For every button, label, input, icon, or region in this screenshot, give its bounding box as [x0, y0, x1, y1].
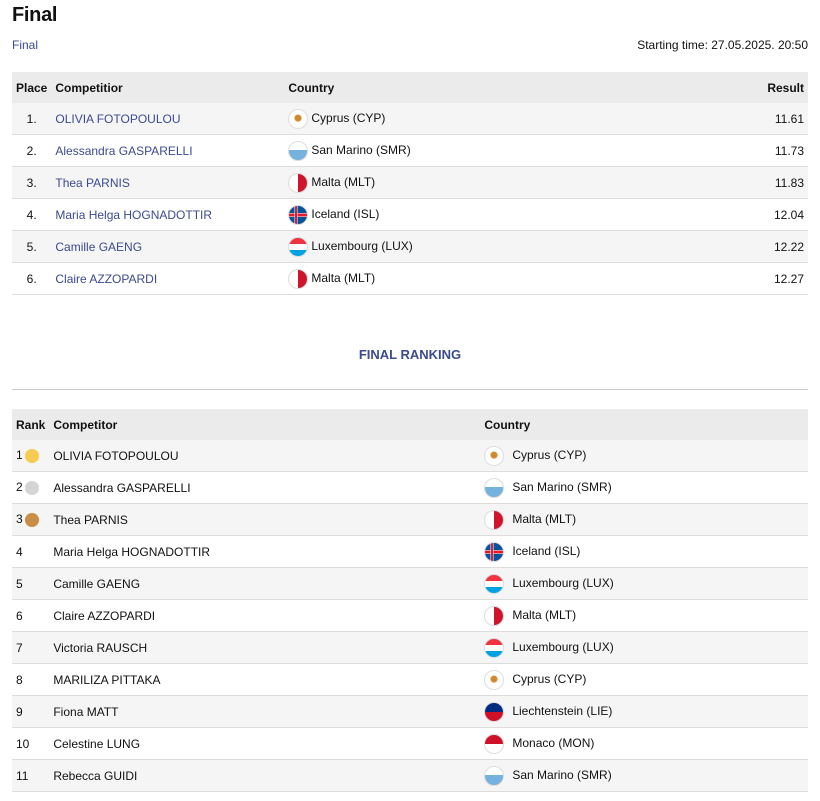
- ranking-row: [12, 472, 808, 504]
- country-cell: [480, 568, 808, 600]
- competitor-cell: Victoria RAUSCH: [49, 632, 480, 664]
- competitor-cell: [51, 103, 284, 135]
- results-row: [12, 167, 808, 199]
- competitor-cell: Maria Helga HOGNADOTTIR: [49, 536, 480, 568]
- country-label: San Marino (SMR): [512, 479, 612, 494]
- place-cell: 4.: [12, 199, 51, 231]
- place-cell: 2.: [12, 135, 51, 167]
- rank-number: 1: [16, 448, 23, 463]
- col-result: Result: [767, 80, 804, 95]
- competitor-link[interactable]: Thea PARNIS: [55, 175, 130, 190]
- competitor-cell: [51, 263, 284, 295]
- competitor-cell: Rebecca GUIDI: [49, 760, 480, 792]
- cyp-flag-icon: [484, 670, 504, 690]
- rank-number: 2: [16, 480, 23, 495]
- results-row: [12, 231, 808, 263]
- col-competitor: Competitor: [53, 417, 118, 432]
- competitor-cell: Fiona MATT: [49, 696, 480, 728]
- country-label: Luxembourg (LUX): [512, 639, 614, 654]
- results-table: [12, 72, 808, 295]
- country-label: Liechtenstein (LIE): [512, 703, 613, 718]
- competitor-cell: [51, 199, 284, 231]
- ranking-row: [12, 760, 808, 792]
- result-cell: 11.73: [676, 135, 808, 167]
- rank-number: 8: [16, 672, 23, 687]
- smr-flag-icon: [484, 478, 504, 498]
- results-row: [12, 135, 808, 167]
- competitor-cell: MARILIZA PITTAKA: [49, 664, 480, 696]
- country-label: Luxembourg (LUX): [311, 238, 413, 253]
- competitor-link[interactable]: Maria Helga HOGNADOTTIR: [55, 207, 213, 222]
- country-label: San Marino (SMR): [311, 142, 411, 157]
- country-cell: [480, 472, 808, 504]
- section-divider: [12, 389, 808, 390]
- rank-cell: [12, 568, 49, 600]
- col-place: Place: [16, 80, 48, 95]
- country-cell: [480, 632, 808, 664]
- country-label: Cyprus (CYP): [311, 110, 386, 125]
- place-cell: 3.: [12, 167, 51, 199]
- rank-number: 5: [16, 576, 23, 591]
- competitor-cell: Celestine LUNG: [49, 728, 480, 760]
- ranking-row: [12, 600, 808, 632]
- place-cell: 6.: [12, 263, 51, 295]
- isl-flag-icon: [484, 542, 504, 562]
- ranking-row: [12, 632, 808, 664]
- country-label: Iceland (ISL): [512, 543, 581, 558]
- ranking-table: [12, 409, 808, 792]
- competitor-link[interactable]: Camille GAENG: [55, 239, 143, 254]
- country-cell: [284, 231, 675, 263]
- country-label: Malta (MLT): [311, 270, 376, 285]
- col-competitor: Competitior: [55, 80, 123, 95]
- cyp-flag-icon: [484, 446, 504, 466]
- ranking-row: [12, 536, 808, 568]
- competitor-cell: [51, 231, 284, 263]
- rank-cell: [12, 632, 49, 664]
- country-cell: [480, 600, 808, 632]
- country-label: Luxembourg (LUX): [512, 575, 614, 590]
- lie-flag-icon: [484, 702, 504, 722]
- ranking-row: [12, 440, 808, 472]
- result-cell: 12.22: [676, 231, 808, 263]
- event-link[interactable]: Final: [12, 38, 39, 52]
- results-row: [12, 103, 808, 135]
- country-cell: [480, 664, 808, 696]
- country-cell: [284, 135, 675, 167]
- ranking-row: [12, 664, 808, 696]
- competitor-cell: OLIVIA FOTOPOULOU: [49, 440, 480, 472]
- starting-time: Starting time: 27.05.2025. 20:50: [637, 38, 808, 52]
- rank-cell: [12, 664, 49, 696]
- mlt-flag-icon: [484, 510, 504, 530]
- country-label: Malta (MLT): [311, 174, 376, 189]
- competitor-link[interactable]: Alessandra GASPARELLI: [55, 143, 193, 158]
- rank-cell: [12, 536, 49, 568]
- country-label: Iceland (ISL): [311, 206, 380, 221]
- mon-flag-icon: [484, 734, 504, 754]
- rank-number: 3: [16, 512, 23, 527]
- competitor-cell: Thea PARNIS: [49, 504, 480, 536]
- col-country: Country: [288, 80, 335, 95]
- result-cell: 12.04: [676, 199, 808, 231]
- country-label: San Marino (SMR): [512, 767, 612, 782]
- ranking-row: [12, 728, 808, 760]
- country-cell: [480, 504, 808, 536]
- country-label: Cyprus (CYP): [512, 671, 587, 686]
- rank-cell: [12, 472, 49, 504]
- mlt-flag-icon: [288, 173, 308, 193]
- rank-cell: [12, 760, 49, 792]
- rank-number: 9: [16, 704, 23, 719]
- rank-number: 4: [16, 544, 23, 559]
- results-header-row: [12, 72, 808, 103]
- smr-flag-icon: [288, 141, 308, 161]
- ranking-row: [12, 696, 808, 728]
- rank-number: 10: [16, 736, 30, 751]
- gold-medal-icon: [25, 449, 39, 463]
- country-label: Cyprus (CYP): [512, 447, 587, 462]
- rank-number: 7: [16, 640, 23, 655]
- country-label: Monaco (MON): [512, 735, 595, 750]
- competitor-cell: [51, 167, 284, 199]
- final-ranking-title: FINAL RANKING: [358, 347, 462, 362]
- place-cell: 1.: [12, 103, 51, 135]
- country-label: Malta (MLT): [512, 511, 577, 526]
- mlt-flag-icon: [484, 606, 504, 626]
- competitor-cell: Alessandra GASPARELLI: [49, 472, 480, 504]
- results-row: [12, 263, 808, 295]
- result-cell: 11.83: [676, 167, 808, 199]
- col-country: Country: [484, 417, 531, 432]
- competitor-link[interactable]: OLIVIA FOTOPOULOU: [55, 111, 181, 126]
- ranking-header-row: [12, 409, 808, 440]
- competitor-link[interactable]: Claire AZZOPARDI: [55, 271, 158, 286]
- ranking-row: [12, 504, 808, 536]
- lux-flag-icon: [484, 638, 504, 658]
- competitor-cell: [51, 135, 284, 167]
- rank-cell: [12, 504, 49, 536]
- lux-flag-icon: [484, 574, 504, 594]
- country-cell: [284, 199, 675, 231]
- country-cell: [480, 760, 808, 792]
- rank-cell: [12, 600, 49, 632]
- country-cell: [284, 263, 675, 295]
- place-cell: 5.: [12, 231, 51, 263]
- rank-number: 11: [16, 768, 29, 783]
- isl-flag-icon: [288, 205, 308, 225]
- country-cell: [480, 728, 808, 760]
- cyp-flag-icon: [288, 109, 308, 129]
- country-cell: [480, 696, 808, 728]
- lux-flag-icon: [288, 237, 308, 257]
- country-cell: [284, 103, 675, 135]
- result-cell: 12.27: [676, 263, 808, 295]
- rank-cell: [12, 728, 49, 760]
- col-rank: Rank: [16, 417, 46, 432]
- rank-number: 6: [16, 608, 23, 623]
- smr-flag-icon: [484, 766, 504, 786]
- results-row: [12, 199, 808, 231]
- country-cell: [480, 536, 808, 568]
- silver-medal-icon: [25, 481, 39, 495]
- ranking-row: [12, 568, 808, 600]
- competitor-cell: Claire AZZOPARDI: [49, 600, 480, 632]
- country-label: Malta (MLT): [512, 607, 577, 622]
- country-cell: [480, 440, 808, 472]
- page-title: Final: [12, 4, 58, 26]
- rank-cell: [12, 696, 49, 728]
- rank-cell: [12, 440, 49, 472]
- result-cell: 11.61: [676, 103, 808, 135]
- bronze-medal-icon: [25, 513, 39, 527]
- country-cell: [284, 167, 675, 199]
- competitor-cell: Camille GAENG: [49, 568, 480, 600]
- mlt-flag-icon: [288, 269, 308, 289]
